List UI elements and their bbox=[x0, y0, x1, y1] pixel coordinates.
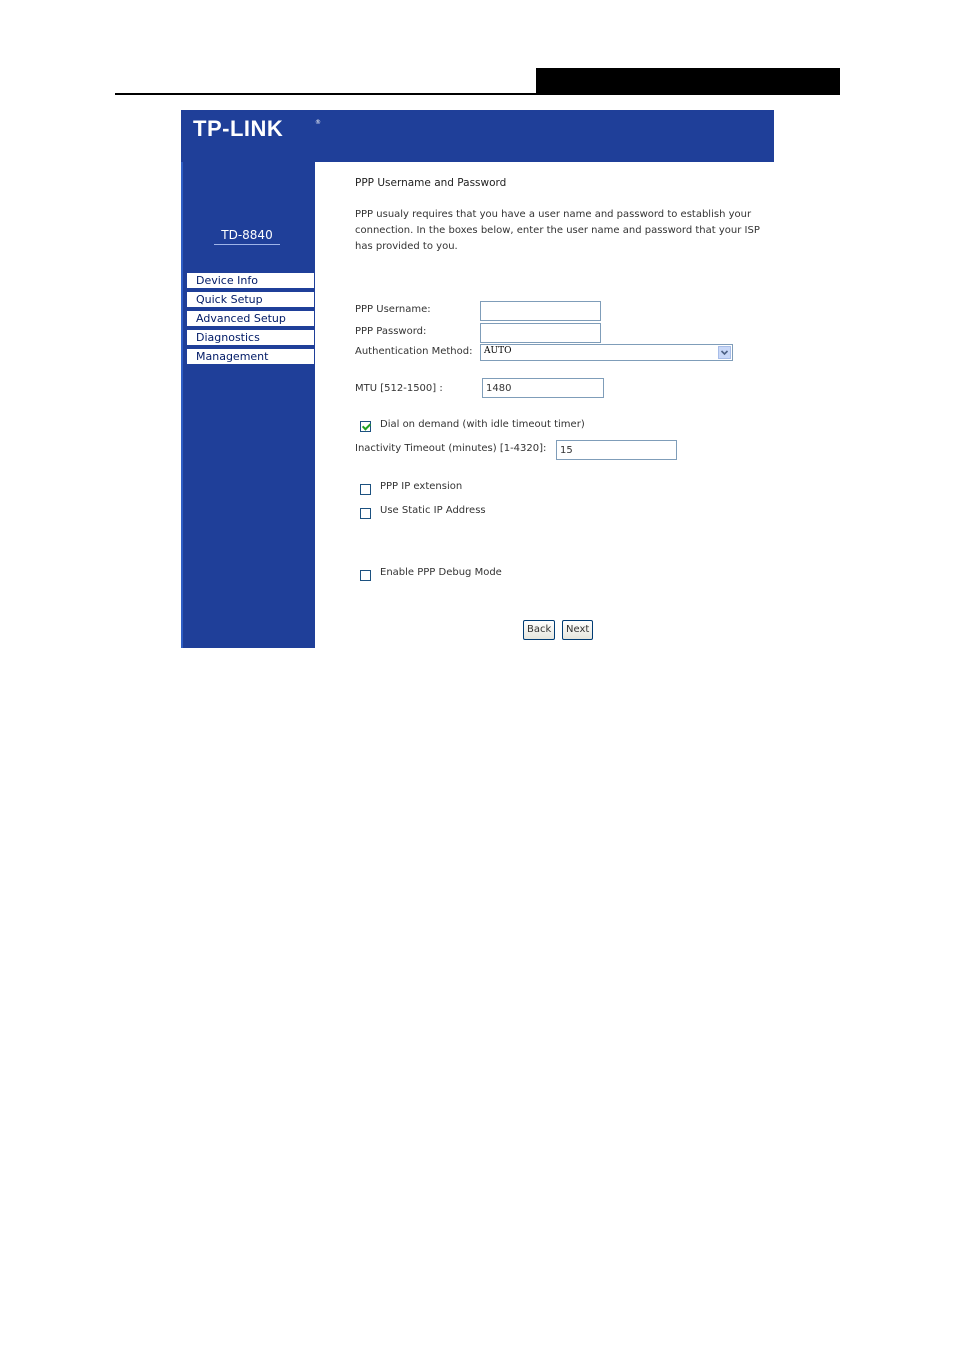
ppp-username-label: PPP Username: bbox=[355, 304, 431, 315]
auth-method-value: AUTO bbox=[484, 346, 512, 356]
chevron-down-icon[interactable] bbox=[718, 346, 731, 359]
debug-mode-label: Enable PPP Debug Mode bbox=[380, 567, 502, 578]
sidebar bbox=[181, 162, 315, 648]
sidebar-item-diagnostics[interactable]: Diagnostics bbox=[187, 330, 314, 345]
sidebar-item-quick-setup[interactable]: Quick Setup bbox=[187, 292, 314, 307]
auth-method-select[interactable] bbox=[480, 344, 733, 361]
mtu-input[interactable] bbox=[482, 378, 604, 398]
sidebar-item-advanced-setup[interactable]: Advanced Setup bbox=[187, 311, 314, 326]
registered-mark: ® bbox=[315, 119, 321, 126]
ppp-password-label: PPP Password: bbox=[355, 326, 427, 337]
sidebar-nav bbox=[187, 273, 314, 368]
page-title: PPP Username and Password bbox=[355, 177, 507, 189]
doc-header-bar bbox=[536, 68, 840, 95]
dial-on-demand-label: Dial on demand (with idle timeout timer) bbox=[380, 419, 585, 430]
mtu-label: MTU [512-1500] : bbox=[355, 383, 443, 394]
auth-method-label: Authentication Method: bbox=[355, 346, 473, 357]
page-description: PPP usualy requires that you have a user name and password to establish your connection. In the boxes below, enter the user name and password that your ISP has provided to you. bbox=[355, 209, 760, 252]
sidebar-corner bbox=[315, 162, 329, 176]
inactivity-timeout-input[interactable] bbox=[556, 440, 677, 460]
sidebar-item-management[interactable]: Management bbox=[187, 349, 314, 364]
dial-on-demand-checkbox[interactable] bbox=[360, 421, 371, 432]
back-button[interactable]: Back bbox=[523, 620, 555, 640]
brand-logo: TP-LINK bbox=[193, 116, 284, 141]
debug-mode-checkbox[interactable] bbox=[360, 570, 371, 581]
sidebar-item-device-info[interactable]: Device Info bbox=[187, 273, 314, 288]
ppp-password-input[interactable] bbox=[480, 323, 601, 343]
model-name: TD-8840 bbox=[214, 228, 280, 245]
ppp-ip-extension-label: PPP IP extension bbox=[380, 481, 463, 492]
static-ip-checkbox[interactable] bbox=[360, 508, 371, 519]
ppp-ip-extension-checkbox[interactable] bbox=[360, 484, 371, 495]
ppp-username-input[interactable] bbox=[480, 301, 601, 321]
router-web-ui bbox=[181, 110, 774, 648]
static-ip-label: Use Static IP Address bbox=[380, 505, 486, 516]
inactivity-timeout-label: Inactivity Timeout (minutes) [1-4320]: bbox=[355, 443, 547, 454]
top-banner bbox=[181, 110, 774, 162]
doc-header-rule bbox=[115, 93, 840, 95]
next-button[interactable]: Next bbox=[562, 620, 593, 640]
